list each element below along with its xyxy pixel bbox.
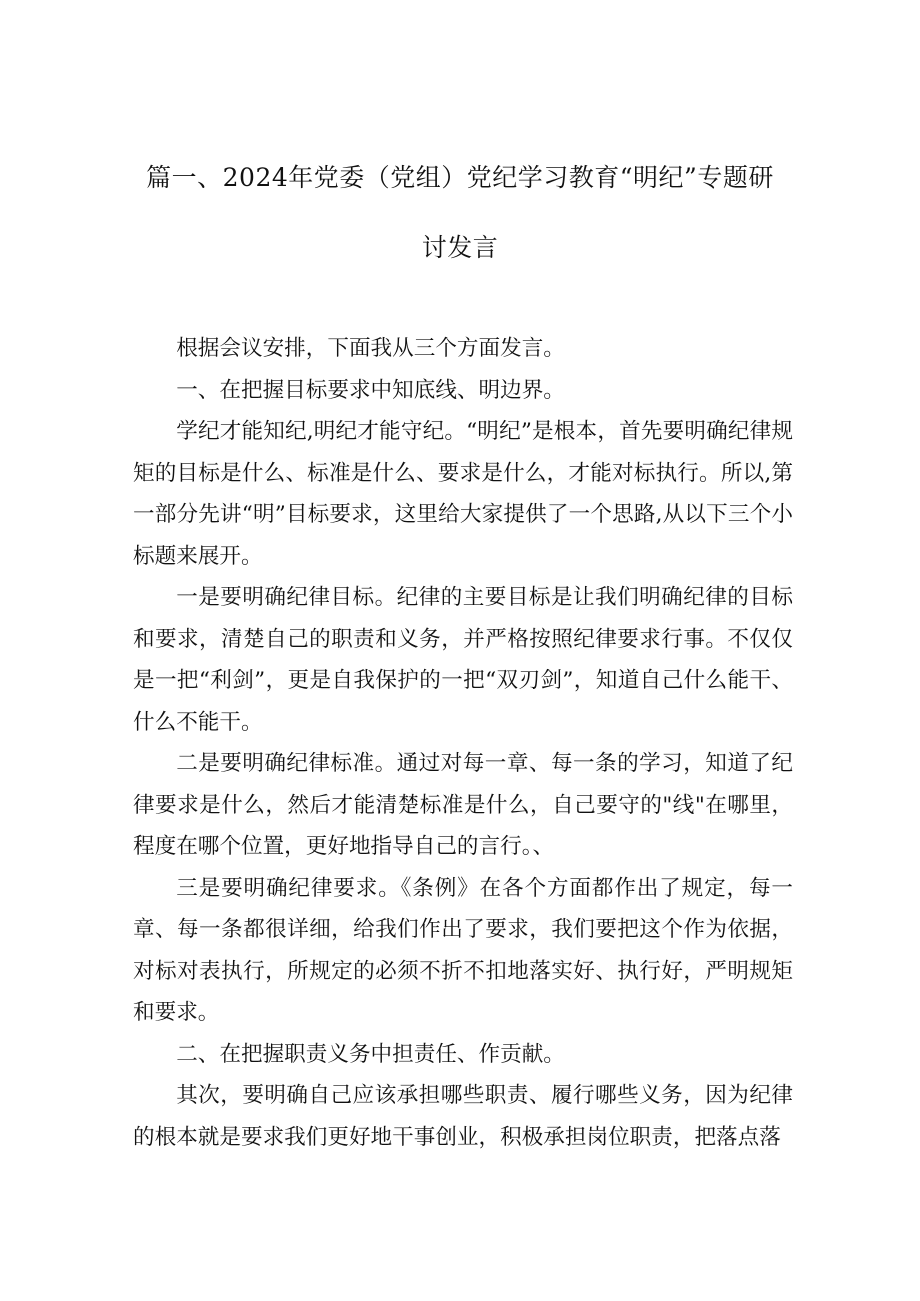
paragraph-section-heading-2: 二、在把握职责义务中担责任、作贡献。 <box>176 1041 565 1067</box>
paragraph: 其次，要明确自己应该承担哪些职责、履行哪些义务，因为纪律的根本就是要求我们更好地干事创业，积极承担岗位职责，把落点落 <box>133 1083 793 1150</box>
paragraph: 二是要明确纪律标准。通过对每一章、每一条的学习，知道了纪律要求是什么，然后才能清楚标准是什么，自己要守的"线"在哪里，程度在哪个位置，更好地指导自己的言行。、 <box>133 751 793 859</box>
paragraph-intro: 根据会议安排，下面我从三个方面发言。 <box>176 336 565 361</box>
document-title-line-2: 讨发言 <box>421 233 499 262</box>
document-title-line-1: 篇一、2024年党委（党组）党纪学习教育“明纪”专题研 <box>146 163 774 192</box>
paragraph: 学纪才能知纪,明纪才能守纪。“明纪”是根本，首先要明确纪律规矩的目标是什么、标准是什么、要求是什么，才能对标执行。所以,第一部分先讲“明”目标要求，这里给大家提供了一个思路,从以下三个小标题来展开。 <box>133 419 793 569</box>
paragraph: 一是要明确纪律目标。纪律的主要目标是让我们明确纪律的目标和要求，清楚自己的职责和义务，并严格按照纪律要求行事。不仅仅是一把“利剑”，更是自我保护的一把“双刃剑”，知道自己什么能干、什么不能干。 <box>133 585 793 735</box>
document-body <box>133 328 793 1158</box>
paragraph: 三是要明确纪律要求。《条例》在各个方面都作出了规定，每一章、每一条都很详细，给我们作出了要求，我们要把这个作为依据，对标对表执行，所规定的必须不折不扣地落实好、执行好，严明规矩和要求。 <box>133 875 793 1025</box>
paragraph-section-heading-1: 一、在把握目标要求中知底线、明边界。 <box>176 377 565 403</box>
